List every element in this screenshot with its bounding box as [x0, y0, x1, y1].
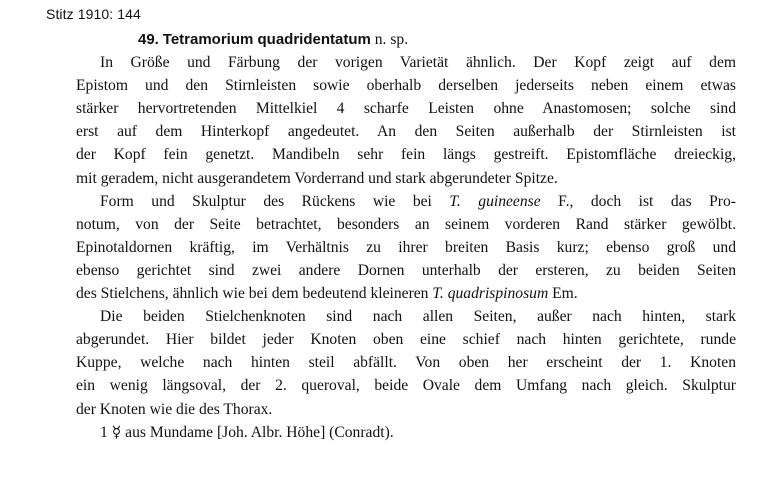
text-line: [76, 282, 736, 305]
text-line: notum, von der Seite betrachtet, besonders an seinem vorderen Rand stärker gewölbt.: [76, 215, 736, 233]
text-line: der Knoten wie die des Thorax.: [76, 400, 273, 418]
text-fragment: Form und Skulptur des Rückens wie bei: [100, 192, 432, 210]
text-fragment: Em.: [552, 285, 578, 303]
text-line: Die beiden Stielchenknoten sind nach allen Seiten, außer nach hinten, stark: [100, 308, 736, 326]
text-line: mit geradem, nicht ausgerandetem Vorderrand und stark abgerundeter Spitze.: [76, 169, 558, 187]
text-line: 1 ☿ aus Mundame [Joh. Albr. Höhe] (Conradt).: [100, 423, 394, 441]
text-line: ebenso gerichtet sind zwei andere Dornen unterhalb der ersteren, zu beiden Seiten: [76, 261, 736, 279]
paragraph-node-description: [76, 305, 736, 420]
text-line: abgerundet. Hier bildet jeder Knoten oben eine schief nach hinten gerichtete, runde: [76, 331, 736, 349]
text-line: [76, 190, 736, 213]
text-line: Epinotaldornen kräftig, im Verhältnis zu ihrer breiten Basis kurz; ebenso groß und: [76, 238, 736, 256]
species-number: 49.: [138, 31, 159, 48]
paragraph-head-description: [76, 51, 736, 190]
species-reference: T. guineense: [449, 192, 541, 210]
species-name: Tetramorium quadridentatum: [162, 31, 371, 48]
text-line: In Größe und Färbung der vorigen Varietät ähnlich. Der Kopf zeigt auf dem: [100, 54, 736, 72]
paragraph-material: [76, 421, 736, 444]
text-fragment: des Stielchens, ähnlich wie bei dem bedeutend kleineren: [76, 285, 429, 303]
text-line: ein wenig längsoval, der 2. queroval, beide Ovale dem Umfang nach gleich. Skulptur: [76, 377, 736, 395]
document-page: [76, 28, 736, 444]
species-reference: T. quadrispinosum: [432, 285, 549, 303]
text-line: der Kopf fein genetzt. Mandibeln sehr fein längs gestreift. Epistomfläche dreieckig,: [76, 146, 736, 164]
text-line: stärker hervortretenden Mittelkiel 4 scharfe Leisten ohne Anastomosen; solche sind: [76, 100, 736, 118]
text-line: Kuppe, welche nach hinten steil abfällt. Von oben her erscheint der 1. Knoten: [76, 354, 736, 372]
page-reference: Stitz 1910: 144: [46, 6, 141, 22]
text-fragment: F., doch ist das Pro-: [558, 192, 736, 210]
paragraph-thorax-description: [76, 190, 736, 305]
text-line: erst auf dem Hinterkopf angedeutet. An den Seiten außerhalb der Stirnleisten ist: [76, 123, 736, 141]
text-line: Epistom und den Stirnleisten sowie oberhalb derselben jederseits neben einem etwas: [76, 77, 736, 95]
species-heading: [76, 28, 736, 51]
species-status: n. sp.: [374, 31, 409, 48]
